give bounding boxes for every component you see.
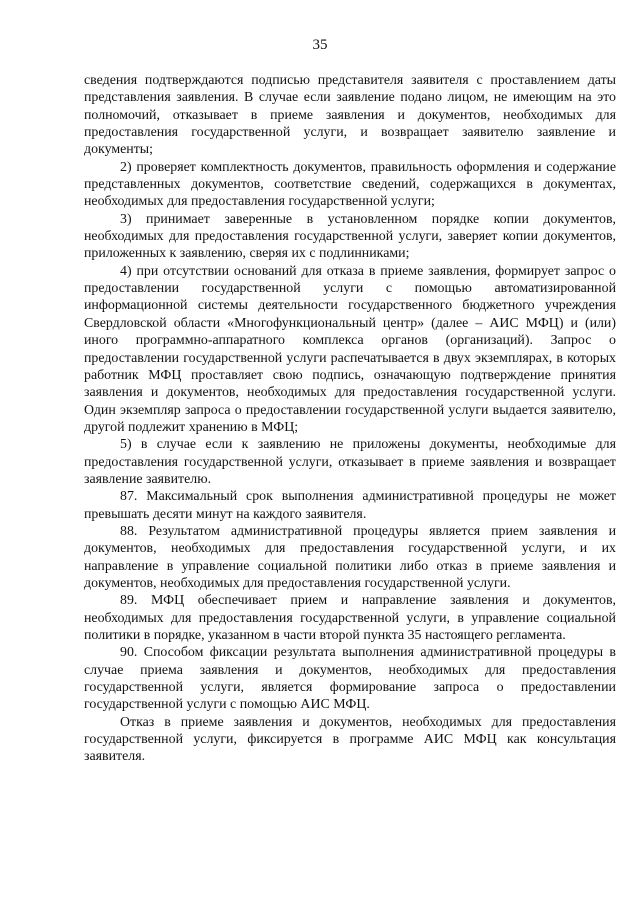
paragraph-continuation: сведения подтверждаются подписью представителя заявителя с проставлением даты представления заявления. В случае если заявление подано лицом, не имеющим на это полномочий, отказывает в приеме заявления и документов, необходимых для предоставления государственной услуги, и возвращает заявителю заявление и документы; [84,73,616,158]
paragraph-89: 89. МФЦ обеспечивает прием и направление заявления и документов, необходимых для предоставления государственной услуги, в управление социальной политики в порядке, указанном в части второй пункта 35 настоящего регламента. [84,593,616,643]
paragraph-90: 90. Способом фиксации результата выполнения административной процедуры в случае приема заявления и документов, необходимых для предоставления государственной услуги, является формирование запроса о предоставлении государственной услуги с помощью АИС МФЦ. [84,645,616,713]
page-number: 35 [312,37,328,53]
document-body [84,72,616,766]
paragraph-88: 88. Результатом административной процедуры является прием заявления и документов, необходимых для предоставления государственной услуги, и их направление в управление социальной политики либо отказ в приеме заявления и документов, необходимых для предоставления государственной услуги. [84,523,616,591]
paragraph-refusal: Отказ в приеме заявления и документов, необходимых для предоставления государственной услуги, фиксируется в программе АИС МФЦ как консультация заявителя. [84,714,616,765]
paragraph-item-5: 5) в случае если к заявлению не приложены документы, необходимые для предоставления государственной услуги, отказывает в приеме заявления и возвращает заявление заявителю. [84,437,616,487]
paragraph-87: 87. Максимальный срок выполнения административной процедуры не может превышать десяти минут на каждого заявителя. [84,489,616,522]
paragraph-item-4: 4) при отсутствии оснований для отказа в приеме заявления, формирует запрос о предоставлении государственной услуги с помощью автоматизированной информационной системы деятельности государственного бюджетного учреждения Свердловской области «Многофункциональный центр» (далее – АИС МФЦ) и (или) иного программно-аппаратного комплекса органов (организаций). Запрос о предоставлении государственной услуги распечатывается в двух экземплярах, в которых работник МФЦ проставляет свою подпись, означающую подтверждение принятия заявления и документов, необходимых для предоставления государственной услуги. Один экземпляр запроса о предоставлении государственной услуги выдается заявителю, другой подлежит хранению в МФЦ; [84,263,616,435]
paragraph-item-3: 3) принимает заверенные в установленном порядке копии документов, необходимых для предоставления государственной услуги, заверяет копии документов, приложенных к заявлению, сверяя их с подлинниками; [84,211,616,262]
paragraph-item-2: 2) проверяет комплектность документов, правильность оформления и содержание представленных документов, соответствие сведений, содержащихся в документах, необходимых для предоставления государственной услуги; [84,159,616,210]
